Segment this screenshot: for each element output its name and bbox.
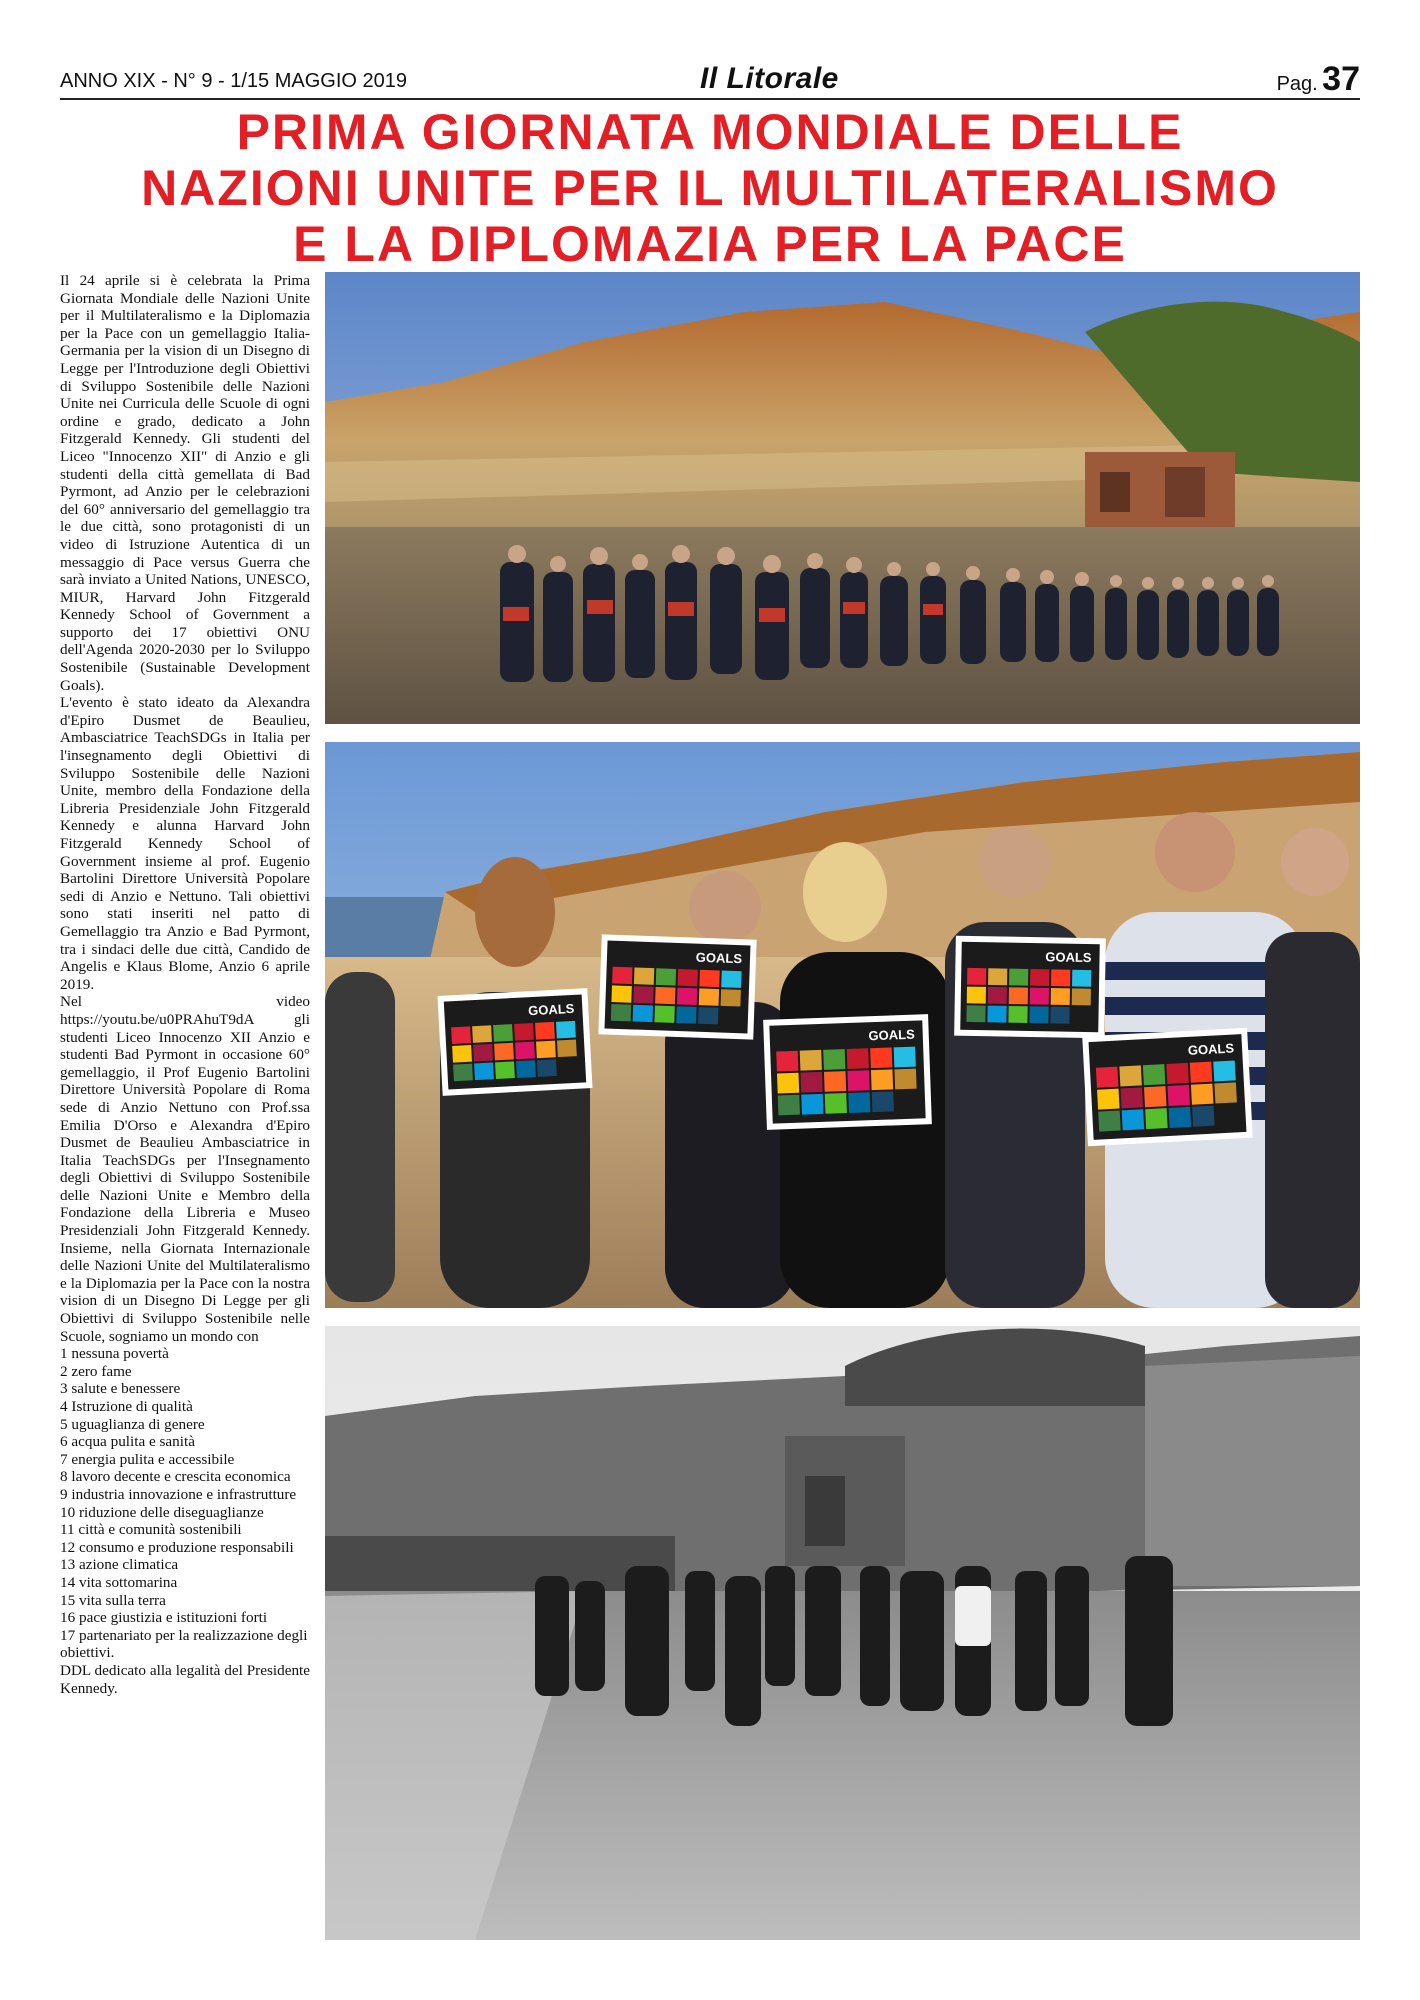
headline-line-1: PRIMA GIORNATA MONDIALE DELLE — [236, 104, 1184, 160]
sdg-tile — [1050, 1007, 1069, 1024]
sdg-tile — [825, 1093, 847, 1114]
goal-item: 3 salute e benessere — [60, 1380, 181, 1398]
sdg-tile — [1096, 1067, 1119, 1088]
goal-item: 7 energia pulita e accessibile — [60, 1450, 235, 1468]
sdg-tile — [1051, 969, 1070, 986]
sdg-tile — [801, 1094, 823, 1115]
sdg-tile — [676, 1006, 696, 1023]
sdg-tile — [515, 1042, 535, 1060]
sdg-tile — [699, 970, 719, 987]
page-number — [1277, 60, 1360, 99]
sdg-sign — [954, 936, 1106, 1039]
sdg-tile — [514, 1023, 534, 1041]
sdg-tile — [1119, 1065, 1142, 1086]
sdg-sign-goals-word: GOALS — [527, 1000, 575, 1019]
sdg-tile — [1190, 1062, 1213, 1083]
sdg-tile — [556, 1021, 576, 1039]
sdg-tile — [493, 1024, 513, 1042]
sdg-tile — [678, 969, 698, 986]
sdg-tile — [987, 1006, 1006, 1023]
article-body — [60, 272, 310, 1697]
sdg-sign — [1082, 1028, 1253, 1146]
sdg-tile — [1051, 988, 1070, 1005]
sdg-sign-goals-word: GOALS — [695, 949, 743, 967]
goal-item: 16 pace giustizia e istituzioni forti — [60, 1609, 268, 1627]
sdg-tile — [800, 1050, 822, 1071]
sdg-tile — [453, 1064, 473, 1082]
sdg-tile — [1030, 969, 1049, 986]
sdg-tile — [677, 988, 697, 1005]
goal-item: 5 uguaglianza di genere — [60, 1415, 205, 1433]
sdg-tile — [870, 1047, 892, 1068]
goal-item: 14 vita sottomarina — [60, 1573, 178, 1591]
goal-item: 11 città e comunità sostenibili — [60, 1521, 242, 1539]
sdg-sign-goals-word: GOALS — [1045, 949, 1092, 966]
sdg-tile — [1145, 1108, 1168, 1129]
sdg-tile — [847, 1048, 869, 1069]
sdg-tile — [472, 1025, 492, 1043]
sdg-tile — [1072, 970, 1091, 987]
goal-item: 1 nessuna povertà — [60, 1345, 169, 1363]
sdg-tile — [967, 968, 986, 985]
sdg-tile — [536, 1041, 556, 1059]
sdg-tile — [1169, 1107, 1192, 1128]
sdg-tile — [1030, 988, 1049, 1005]
sdg-tile — [495, 1061, 515, 1079]
sdg-tile — [535, 1022, 555, 1040]
sdg-tile — [1213, 1060, 1236, 1081]
sdg-tile — [537, 1059, 557, 1077]
goals-list — [60, 1345, 310, 1662]
sdg-tile — [611, 985, 631, 1002]
sdg-sign — [763, 1014, 932, 1130]
sdg-tile — [847, 1070, 869, 1091]
sdg-tile — [612, 967, 632, 984]
photo-group-line-beach — [325, 272, 1360, 724]
sdg-tile — [1121, 1087, 1144, 1108]
sdg-sign-goals-word: GOALS — [1187, 1040, 1235, 1058]
sdg-sign — [598, 934, 756, 1039]
sdg-tile — [655, 987, 675, 1004]
masthead — [60, 58, 1360, 100]
sdg-tile — [634, 967, 654, 984]
sdg-tile — [1072, 988, 1091, 1005]
sdg-tile — [698, 1007, 718, 1024]
sdg-tile — [988, 968, 1007, 985]
sdg-tile — [452, 1045, 472, 1063]
sdg-tile — [824, 1071, 846, 1092]
sdg-tile — [1122, 1109, 1145, 1130]
goal-item: 17 partenariato per la realizzazione degli obiettivi. — [60, 1626, 308, 1662]
sdg-tile — [557, 1039, 577, 1057]
sdg-tile — [474, 1063, 494, 1081]
headline — [60, 104, 1360, 272]
sdg-tile — [776, 1051, 798, 1072]
goal-item: 6 acqua pulita e sanità — [60, 1433, 195, 1451]
sdg-tile — [1192, 1106, 1215, 1127]
sdg-tile — [848, 1092, 870, 1113]
sdg-tile — [656, 968, 676, 985]
sdg-tile — [1029, 1006, 1048, 1023]
goal-item: 13 azione climatica — [60, 1556, 179, 1574]
sdg-tile — [894, 1069, 916, 1090]
goal-item: 12 consumo e produzione responsabili — [60, 1538, 294, 1556]
sdg-tile — [654, 1006, 674, 1023]
issue-info: ANNO XIX - N° 9 - 1/15 MAGGIO 2019 — [60, 70, 408, 92]
goal-item: 15 vita sulla terra — [60, 1591, 166, 1609]
photo-group-holding-sdg-signs — [325, 742, 1360, 1308]
article-paragraph-3: Nel video https://youtu.be/u0PRAhuT9dA gli studenti Liceo Innocenzo XII Anzio e studenti Bad Pyrmont in occasione 60° gemellaggio, il Prof Eugenio Bartolini Direttore Università Popolare di Roma sede di Anzio Nettuno con Prof.ssa Emilia D'Orso e Alexandra d'Epiro Dusmet de Beaulieu Ambasciatrice in Italia TeachSDGs per l'Insegnamento degli Obiettivi di Sviluppo Sostenibile delle Nazioni Unite e Membro della Fondazione della Libreria e Museo Presidenziali John Fitzgerald Kennedy. Insieme, nella Giornata Internazionale delle Nazioni Unite del Multilateralismo e la Diplomazia per la Pace con la nostra vision di un Disegno Di Legge per gli Obiettivi di Sviluppo Sostenibile nelle Scuole, sogniamo un mondo con — [60, 993, 310, 1345]
sdg-tile — [800, 1072, 822, 1093]
sdg-tile — [633, 1005, 653, 1022]
sdg-tile — [494, 1043, 514, 1061]
sdg-tile — [967, 987, 986, 1004]
article-closing: DDL dedicato alla legalità del Presidente Kennedy. — [60, 1661, 310, 1697]
sdg-tile — [1008, 1006, 1027, 1023]
sdg-tile — [1167, 1085, 1190, 1106]
sdg-tile — [633, 986, 653, 1003]
sdg-tile — [1098, 1111, 1121, 1132]
photo-group-walking-beach-bw — [325, 1326, 1360, 1940]
sdg-tile — [611, 1004, 631, 1021]
sdg-tile — [872, 1091, 894, 1112]
sdg-tile — [1191, 1084, 1214, 1105]
sdg-tile — [1143, 1064, 1166, 1085]
sdg-tile — [894, 1047, 916, 1068]
sdg-tile — [871, 1069, 893, 1090]
sdg-tile — [966, 1005, 985, 1022]
headline-line-3: E LA DIPLOMAZIA PER LA PACE — [293, 216, 1127, 272]
newspaper-name: Il Litorale — [700, 62, 839, 95]
sdg-tile — [473, 1044, 493, 1062]
sdg-tile — [1144, 1086, 1167, 1107]
sdg-tile — [988, 987, 1007, 1004]
sdg-tile — [1009, 987, 1028, 1004]
goal-item: 2 zero fame — [60, 1362, 132, 1380]
article-paragraph-2: L'evento è stato ideato da Alexandra d'Epiro Dusmet de Beaulieu, Ambasciatrice TeachSDGs in Italia per l'insegnamento degli Obiettivi di Sviluppo Sostenibile delle Nazioni Unite, membro della Fondazione della Libreria Presidenziale John Fitzgerald Kennedy e alunna Harvard John Fitzgerald Kennedy School of Government insieme al prof. Eugenio Bartolini Direttore Università Popolare sedi di Anzio e Nettuno. Tali obiettivi sono stati inseriti nel patto di Gemellaggio tra Anzio e Bad Pyrmont, tra i sindaci delle due città, Candido de Angelis e Klaus Blome, Anzio 6 aprile 2019. — [60, 694, 310, 993]
sdg-tile — [1166, 1063, 1189, 1084]
sdg-tile — [1214, 1082, 1237, 1103]
sdg-tile — [777, 1073, 799, 1094]
sdg-tile — [721, 971, 741, 988]
sdg-tile — [721, 989, 741, 1006]
article-paragraph-1: Il 24 aprile si è celebrata la Prima Giornata Mondiale delle Nazioni Unite per il Multilateralismo e la Diplomazia per la Pace con un gemellaggio Italia-Germania per la vision di un Disegno di Legge per l'Introduzione degli Obiettivi di Sviluppo Sostenibile delle Nazioni Unite nei Curricula delle Scuole di ogni ordine e grado, dedicato a John Fitzgerald Kennedy. Gli studenti del Liceo "Innocenzo XII" di Anzio e gli studenti della città gemellata di Bad Pyrmont, ad Anzio per le celebrazioni del 60° anniversario del gemellaggio tra le due città, sono protagonisti di un video di Istruzione Autentica di un messaggio di Pace versus Guerra che sarà inviato a United Nations, UNESCO, MIUR, Harvard John Fitzgerald Kennedy School of Government a supporto dei 17 obiettivi ONU dell'Agenda 2020-2030 per lo Sviluppo Sostenibile (Sustainable Development Goals). — [60, 272, 310, 694]
sdg-tile — [1009, 969, 1028, 986]
sdg-tile — [778, 1095, 800, 1116]
page-number-value: 37 — [1322, 60, 1360, 98]
headline-line-2: NAZIONI UNITE PER IL MULTILATERALISMO — [141, 160, 1279, 216]
sdg-tile — [699, 988, 719, 1005]
sdg-tile — [516, 1060, 536, 1078]
goal-item: 4 Istruzione di qualità — [60, 1398, 193, 1415]
sdg-tile — [451, 1026, 471, 1044]
page-label: Pag. — [1276, 73, 1318, 95]
goal-item: 8 lavoro decente e crescita economica — [60, 1468, 291, 1486]
sdg-tile — [1097, 1089, 1120, 1110]
sdg-tile — [823, 1049, 845, 1070]
goal-item: 9 industria innovazione e infrastrutture — [60, 1485, 297, 1503]
sdg-sign — [437, 988, 592, 1096]
sdg-sign-goals-word: GOALS — [868, 1026, 915, 1044]
goal-item: 10 riduzione delle diseguaglianze — [60, 1503, 264, 1521]
